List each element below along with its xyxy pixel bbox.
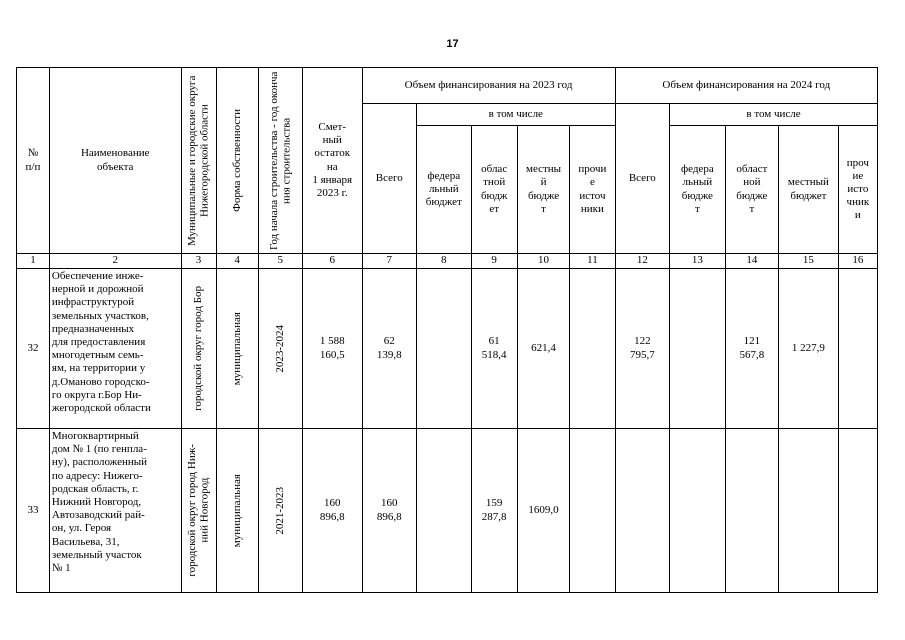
row-local-2023: 1609,0 — [517, 429, 569, 593]
column-number: 3 — [181, 254, 216, 269]
row-total-2023: 160 896,8 — [362, 429, 417, 593]
row-regional-2024 — [725, 429, 778, 593]
header-district-cell — [181, 68, 216, 254]
column-number: 2 — [49, 254, 181, 269]
header-federal-2024: федера льный бюдже т — [670, 126, 726, 254]
row-name: Обеспечение инже- нерной и дорожной инфраструктурой земельных участков, предназначенных для предоставления многодетным семь- ям, на территории у д.Оманово городско- го округа г.Бор Ни- жегородской области — [49, 269, 181, 429]
row-balance: 160 896,8 — [302, 429, 362, 593]
row-federal-2023 — [417, 429, 472, 593]
column-number: 5 — [258, 254, 302, 269]
column-number: 11 — [570, 254, 615, 269]
column-number: 4 — [216, 254, 258, 269]
header-name: Наименование объекта — [49, 68, 181, 254]
table-row — [17, 429, 878, 593]
column-number: 6 — [302, 254, 362, 269]
row-other-2023 — [570, 269, 615, 429]
header-balance: Смет- ный остаток на 1 января 2023 г. — [302, 68, 362, 254]
column-number: 10 — [517, 254, 569, 269]
header-group-2023: Объем финансирования на 2023 год — [362, 68, 615, 104]
column-number: 16 — [838, 254, 877, 269]
row-num: 33 — [17, 429, 50, 593]
header-total-2023: Всего — [362, 104, 417, 254]
column-number: 14 — [725, 254, 778, 269]
row-district: городской округ город Ниж- ний Новгород — [185, 444, 211, 577]
header-incl-2023: в том числе — [417, 104, 616, 126]
header-local-2024: местный бюджет — [779, 126, 839, 254]
row-district-cell — [181, 429, 216, 593]
header-other-2023: прочи е источ ники — [570, 126, 615, 254]
financing-table — [16, 67, 878, 593]
header-other-2024: проч ие исто чник и — [838, 126, 877, 254]
row-other-2024 — [838, 429, 877, 593]
row-years-cell — [258, 429, 302, 593]
row-years: 2023-2024 — [273, 324, 286, 373]
page-number: 17 — [446, 38, 459, 50]
header-ownership: Форма собственности — [230, 109, 243, 212]
header-district: Муниципальные и городские округа Нижегородской области — [185, 75, 211, 246]
row-balance: 1 588 160,5 — [302, 269, 362, 429]
header-ownership-cell — [216, 68, 258, 254]
column-number: 15 — [779, 254, 839, 269]
header-group-2024: Объем финансирования на 2024 год — [615, 68, 877, 104]
row-district-cell — [181, 269, 216, 429]
row-ownership-cell — [216, 269, 258, 429]
row-ownership: муниципальная — [230, 473, 243, 548]
row-total-2024 — [615, 429, 670, 593]
table-row — [17, 269, 878, 429]
row-name: Многоквартирный дом № 1 (по генпла- ну), расположенный по адресу: Нижего- родская область, г. Нижний Новгород, Автозаводский рай- он, ул. Героя Васильева, 31, земельный участок № 1 — [49, 429, 181, 593]
row-other-2023 — [570, 429, 615, 593]
row-local-2024: 1 227,9 — [779, 269, 839, 429]
row-federal-2024 — [670, 269, 726, 429]
row-federal-2023 — [417, 269, 472, 429]
column-number: 13 — [670, 254, 726, 269]
row-years-cell — [258, 269, 302, 429]
column-number: 12 — [615, 254, 670, 269]
row-ownership-cell — [216, 429, 258, 593]
header-federal-2023: федера льный бюджет — [417, 126, 472, 254]
row-regional-2023: 61 518,4 — [471, 269, 517, 429]
row-total-2023: 62 139,8 — [362, 269, 417, 429]
row-regional-2023: 159 287,8 — [471, 429, 517, 593]
row-other-2024 — [838, 269, 877, 429]
column-number: 1 — [17, 254, 50, 269]
row-ownership: муниципальная — [230, 311, 243, 386]
row-federal-2024 — [670, 429, 726, 593]
header-regional-2023: облас тной бюдж ет — [471, 126, 517, 254]
column-number: 9 — [471, 254, 517, 269]
column-number: 7 — [362, 254, 417, 269]
header-incl-2024: в том числе — [670, 104, 878, 126]
header-years: Год начала строительства - год окончания строительства — [267, 71, 293, 250]
row-num: 32 — [17, 269, 50, 429]
column-numbers-row — [17, 254, 878, 269]
row-district: городской округ город Бор — [192, 286, 205, 411]
header-years-cell — [258, 68, 302, 254]
header-total-2024: Всего — [615, 104, 670, 254]
header-num: № п/п — [17, 68, 50, 254]
row-local-2023: 621,4 — [517, 269, 569, 429]
row-regional-2024: 121 567,8 — [725, 269, 778, 429]
row-total-2024: 122 795,7 — [615, 269, 670, 429]
header-regional-2024: област ной бюдже т — [725, 126, 778, 254]
row-years: 2021-2023 — [273, 486, 286, 535]
header-local-2023: местны й бюдже т — [517, 126, 569, 254]
column-number: 8 — [417, 254, 472, 269]
row-local-2024 — [779, 429, 839, 593]
